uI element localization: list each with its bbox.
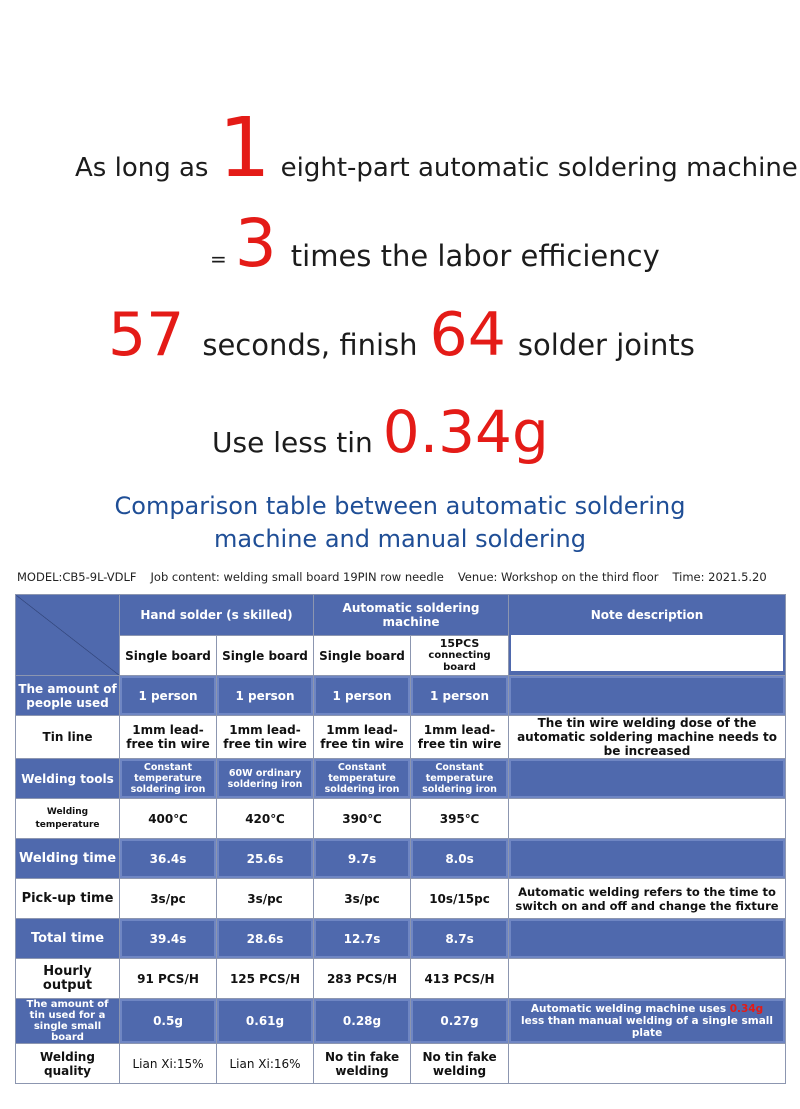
table-row <box>16 676 786 716</box>
job-info: Job content: welding small board 19PIN row needle <box>150 570 444 584</box>
note-cell <box>509 676 786 716</box>
cell: 420℃ <box>217 799 314 839</box>
cell: 91 PCS/H <box>120 959 217 999</box>
row-label: Pick-up time <box>16 879 120 919</box>
cell: 390℃ <box>314 799 411 839</box>
cell: 3s/pc <box>314 879 411 919</box>
cell: 8.0s <box>411 839 509 879</box>
table-row <box>16 759 786 799</box>
model-info: MODEL:CB5-9L-VDLF <box>17 570 137 584</box>
table-title-line-1: Comparison table between automatic soldering <box>114 492 686 520</box>
headline-number: 57 <box>108 300 185 370</box>
comparison-table <box>15 594 786 1084</box>
cell: 0.28g <box>314 999 411 1044</box>
header-hand-solder: Hand solder (s skilled) <box>120 595 314 636</box>
cell: No tin fake welding <box>314 1044 411 1084</box>
headline-text: As long as <box>75 153 209 183</box>
subheader-line: 15PCS <box>439 636 480 650</box>
cell: 1 person <box>314 676 411 716</box>
header-note <box>509 595 786 676</box>
row-label: Total time <box>16 919 120 959</box>
note-cell <box>509 799 786 839</box>
row-label: Hourly output <box>16 959 120 999</box>
note-text: less than manual welding of a single small plate <box>521 1015 773 1039</box>
table-row <box>16 999 786 1044</box>
cell: 1mm lead-free tin wire <box>411 716 509 759</box>
table-row <box>16 799 786 839</box>
cell: 0.27g <box>411 999 509 1044</box>
cell: Lian Xi:16% <box>217 1044 314 1084</box>
row-label: Welding tools <box>16 759 120 799</box>
subheader-cell: Single board <box>120 636 217 676</box>
cell: 1mm lead-free tin wire <box>120 716 217 759</box>
headline-number: 3 <box>234 205 277 282</box>
cell: 1 person <box>411 676 509 716</box>
cell: 28.6s <box>217 919 314 959</box>
headline-text: seconds, finish <box>202 328 418 362</box>
note-cell: The tin wire welding dose of the automatic soldering machine needs to be increased <box>509 716 786 759</box>
cell: 1mm lead-free tin wire <box>217 716 314 759</box>
table-row <box>16 959 786 999</box>
row-label: Welding time <box>16 839 120 879</box>
row-label: Tin line <box>16 716 120 759</box>
header-auto-machine: Automatic soldering machine <box>314 595 509 636</box>
row-label: The amount of tin used for a single small board <box>16 999 120 1044</box>
cell: 283 PCS/H <box>314 959 411 999</box>
venue-info: Venue: Workshop on the third floor <box>457 570 659 584</box>
headline-text: solder joints <box>517 328 695 362</box>
note-cell <box>509 1044 786 1084</box>
note-cell <box>509 759 786 799</box>
table-row <box>16 1044 786 1084</box>
cell: 10s/15pc <box>411 879 509 919</box>
row-label: The amount of people used <box>16 676 120 716</box>
headline-number: 1 <box>218 101 271 196</box>
cell: 3s/pc <box>120 879 217 919</box>
cell: 60W ordinary soldering iron <box>217 759 314 799</box>
table-title <box>0 490 800 556</box>
subheader-cell: Single board <box>314 636 411 676</box>
equals-sign: = <box>210 247 227 271</box>
note-cell <box>509 959 786 999</box>
cell: 395℃ <box>411 799 509 839</box>
subheader-cell <box>411 636 509 676</box>
headline-line-2 <box>210 205 800 282</box>
cell: 9.7s <box>314 839 411 879</box>
note-cell <box>509 919 786 959</box>
time-info: Time: 2021.5.20 <box>672 570 767 584</box>
row-label: Welding quality <box>16 1044 120 1084</box>
headline-text: eight-part automatic soldering machine <box>280 153 798 183</box>
headline-number: 64 <box>429 300 506 370</box>
table-row <box>16 879 786 919</box>
table-header-row <box>16 595 786 636</box>
cell: 3s/pc <box>217 879 314 919</box>
cell: Constant temperature soldering iron <box>411 759 509 799</box>
header-note-blank <box>511 635 783 671</box>
headline-line-4 <box>212 398 800 466</box>
corner-cell <box>16 595 120 676</box>
cell: 36.4s <box>120 839 217 879</box>
headline-number: 0.34g <box>382 398 549 466</box>
note-cell <box>509 839 786 879</box>
cell: 0.61g <box>217 999 314 1044</box>
cell: 39.4s <box>120 919 217 959</box>
note-text: Automatic welding machine uses <box>530 1003 727 1015</box>
cell: 400℃ <box>120 799 217 839</box>
cell: Constant temperature soldering iron <box>314 759 411 799</box>
meta-info <box>17 570 787 584</box>
cell: 12.7s <box>314 919 411 959</box>
cell: Constant temperature soldering iron <box>120 759 217 799</box>
headline-line-3 <box>108 300 800 370</box>
table-title-line-2: machine and manual soldering <box>214 525 586 553</box>
cell: 25.6s <box>217 839 314 879</box>
cell: 1mm lead-free tin wire <box>314 716 411 759</box>
headline-text: times the labor efficiency <box>290 239 660 273</box>
subheader-cell: Single board <box>217 636 314 676</box>
note-cell <box>509 999 786 1044</box>
row-label: Welding temperature <box>16 799 120 839</box>
cell: 125 PCS/H <box>217 959 314 999</box>
cell: No tin fake welding <box>411 1044 509 1084</box>
cell: 1 person <box>120 676 217 716</box>
table-row <box>16 716 786 759</box>
table-row <box>16 839 786 879</box>
cell: 8.7s <box>411 919 509 959</box>
table-row <box>16 919 786 959</box>
cell: 0.5g <box>120 999 217 1044</box>
cell: 1 person <box>217 676 314 716</box>
note-cell: Automatic welding refers to the time to switch on and off and change the fixture <box>509 879 786 919</box>
subheader-line: connecting board <box>428 649 491 673</box>
header-note-label: Note description <box>590 608 704 622</box>
cell: Lian Xi:15% <box>120 1044 217 1084</box>
cell: 413 PCS/H <box>411 959 509 999</box>
headline-line-1 <box>75 101 800 196</box>
note-highlight: 0.34g <box>729 1003 764 1015</box>
headline-text: Use less tin <box>212 426 373 459</box>
